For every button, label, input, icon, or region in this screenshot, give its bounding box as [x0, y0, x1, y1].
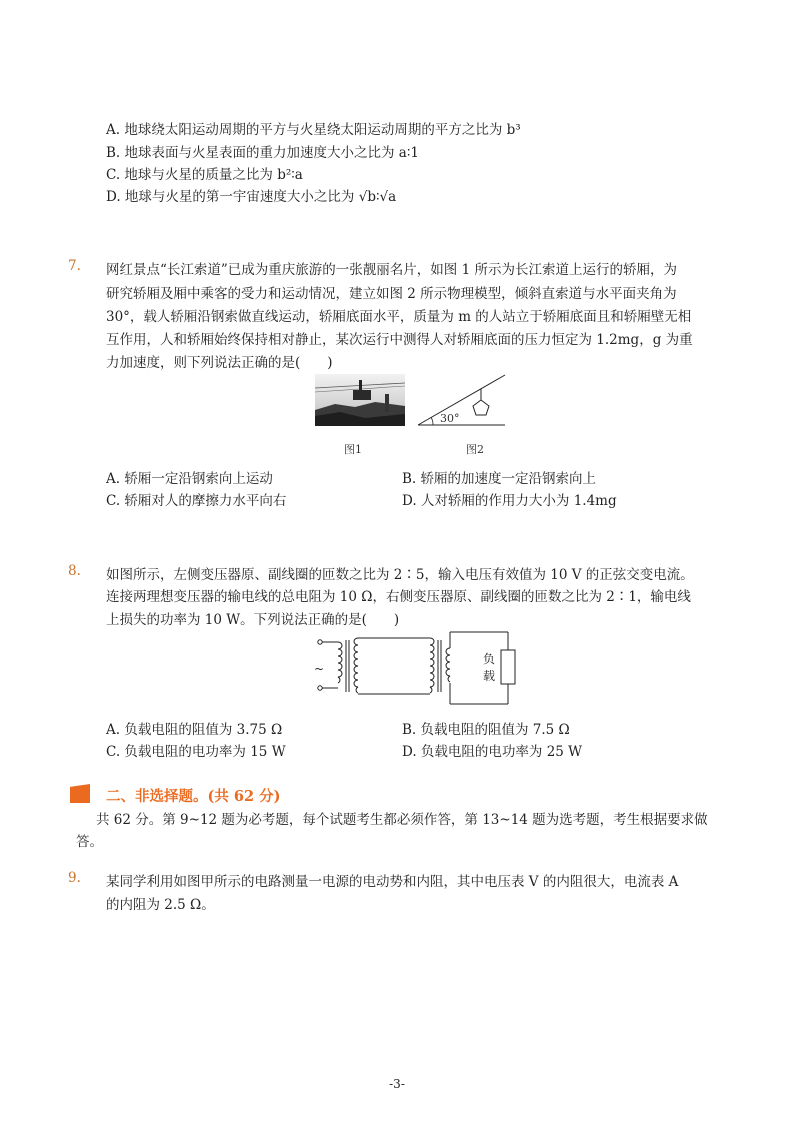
q8-number: 8. [68, 563, 81, 579]
q7-option-a: A. 轿厢一定沿钢索向上运动 [106, 471, 273, 487]
q7-line-4: 互作用，人和轿厢始终保持相对静止，某次运行中测得人对轿厢底面的压力恒定为 1.2mg，g 为重 [106, 332, 693, 348]
q7-option-d: D. 人对轿厢的作用力大小为 1.4mg [402, 493, 617, 509]
q7-number: 7. [68, 258, 81, 274]
section2-title: 二、非选择题。(共 62 分) [106, 788, 281, 805]
q7-line-1: 网红景点“长江索道”已成为重庆旅游的一张靓丽名片，如图 1 所示为长江索道上运行的轿厢，为 [106, 262, 677, 278]
q8-ac-symbol: ~ [314, 662, 325, 676]
q6-option-c: C. 地球与火星的质量之比为 b²∶a [106, 167, 303, 183]
q7-figure1-caption: 图1 [344, 443, 362, 456]
q8-load-label-2: 载 [483, 669, 496, 683]
q6-option-d: D. 地球与火星的第一宇宙速度大小之比为 √b∶√a [106, 189, 397, 205]
q7-figure1-photo [315, 374, 405, 426]
q9-line-2: 的内阻为 2.5 Ω。 [106, 897, 215, 913]
q8-load-label-1: 负 [483, 652, 496, 666]
section-marker [70, 784, 90, 803]
q8-option-c: C. 负载电阻的电功率为 15 W [106, 744, 286, 760]
q7-figure2-caption: 图2 [466, 443, 484, 456]
q9-number: 9. [68, 870, 81, 886]
q8-line-1: 如图所示，左侧变压器原、副线圈的匝数之比为 2∶5，输入电压有效值为 10 V 的正弦交变电流。 [106, 567, 694, 583]
q7-option-b: B. 轿厢的加速度一定沿钢索向上 [402, 471, 597, 487]
q7-line-3: 30°，载人轿厢沿钢索做直线运动，轿厢底面水平，质量为 m 的人站立于轿厢底面且和轿厢壁无相 [106, 309, 692, 325]
q9-line-1: 某同学利用如图甲所示的电路测量一电源的电动势和内阻，其中电压表 V 的内阻很大，电流表 A [106, 874, 679, 890]
section2-intro-1: 共 62 分。第 9~12 题为必考题，每个试题考生都必须作答，第 13~14 题为选考题，考生根据要求做 [96, 812, 708, 828]
q7-option-c: C. 轿厢对人的摩擦力水平向右 [106, 493, 287, 509]
q8-line-2: 连接两理想变压器的输电线的总电阻为 10 Ω，右侧变压器原、副线圈的匝数之比为 2∶1，输电线 [106, 589, 691, 605]
page-number: -3- [389, 1077, 405, 1091]
q7-figure2-diagram [415, 372, 507, 428]
q8-option-d: D. 负载电阻的电功率为 25 W [402, 744, 583, 760]
q6-option-b: B. 地球表面与火星表面的重力加速度大小之比为 a∶1 [106, 145, 419, 161]
q6-option-a: A. 地球绕太阳运动周期的平方与火星绕太阳运动周期的平方之比为 b³ [106, 122, 521, 138]
q8-line-3: 上损失的功率为 10 W。下列说法正确的是( ) [106, 612, 400, 628]
q7-line-2: 研究轿厢及厢中乘客的受力和运动情况，建立如图 2 所示物理模型，倾斜直索道与水平面夹角为 [106, 286, 677, 302]
q7-line-5: 力加速度，则下列说法正确的是( ) [106, 355, 333, 371]
section2-intro-2: 答。 [76, 834, 103, 850]
q7-angle-label: 30° [440, 412, 460, 425]
q8-option-b: B. 负载电阻的阻值为 7.5 Ω [402, 722, 570, 738]
q8-option-a: A. 负载电阻的阻值为 3.75 Ω [106, 722, 283, 738]
